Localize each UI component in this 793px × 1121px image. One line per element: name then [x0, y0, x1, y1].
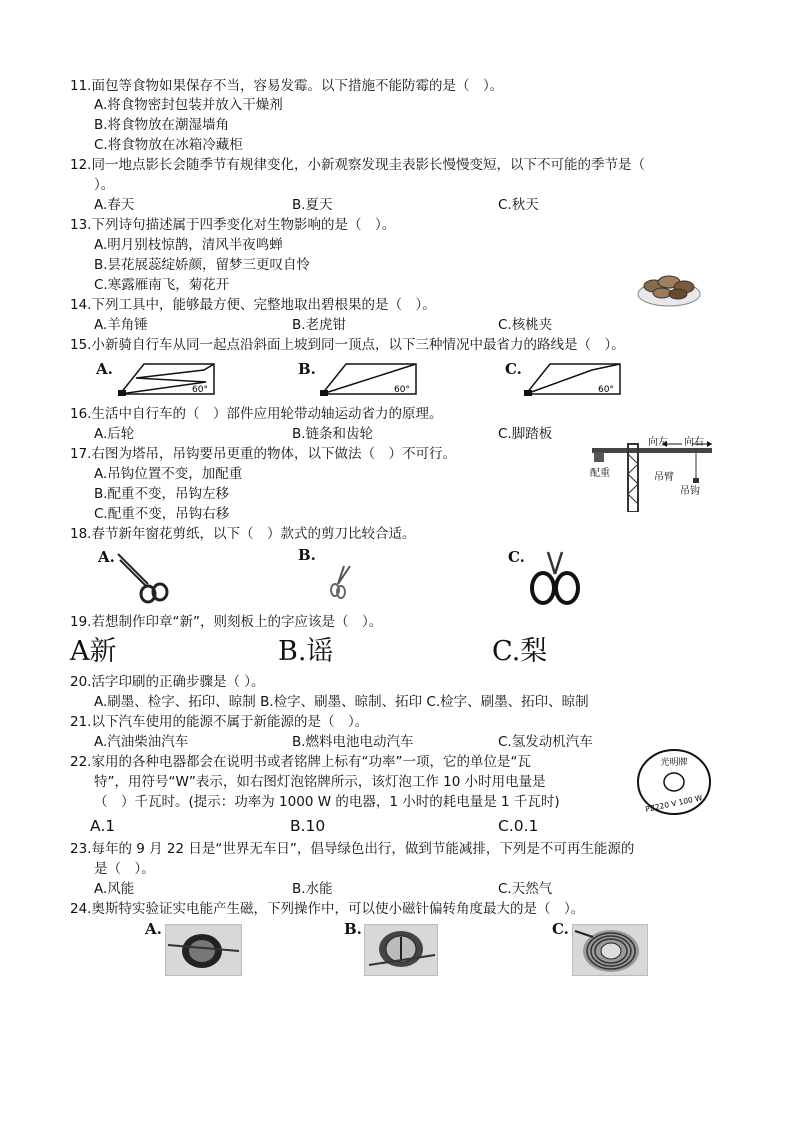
q16-stem: 16.生活中自行车的（ ）部件应用轮带动轴运动省力的原理。: [70, 406, 443, 422]
q18-label-c: C.: [508, 548, 525, 566]
q17-option-a: A.吊钩位置不变，加配重: [94, 466, 243, 482]
q23-stem: 23.每年的 9 月 22 日是“世界无车日”，倡导绿色出行，做到节能减排，下列是不可再生能源的: [70, 841, 635, 857]
q14-option-c: C.核桃夹: [498, 317, 553, 333]
q15-label-c: C.: [505, 360, 522, 378]
q22-option-a: A.1: [90, 817, 116, 835]
scissors-b-icon: [326, 564, 354, 600]
q14-option-b: B.老虎钳: [292, 317, 347, 333]
crane-label-jib: 吊臂: [654, 472, 674, 483]
q18-stem: 18.春节新年窗花剪纸，以下（ ）款式的剪刀比较合适。: [70, 526, 416, 542]
q24-photo-c: [572, 924, 648, 976]
q15-angle-a: 60°: [192, 385, 208, 395]
q13-option-b: B.昙花展蕊绽娇颜，留梦三更叹自怜: [94, 257, 311, 273]
q16-option-c: C.脚踏板: [498, 426, 553, 442]
q24-label-b: B.: [344, 920, 362, 938]
q12-stem-cont: ）。: [94, 177, 115, 193]
q13-option-c: C.寒露雁南飞，菊花开: [94, 277, 230, 293]
q12-option-c: C.秋天: [498, 197, 539, 213]
q23-option-b: B.水能: [292, 881, 333, 897]
q21-option-c: C.氢发动机汽车: [498, 734, 593, 750]
q21-option-a: A.汽油柴油汽车: [94, 734, 189, 750]
q14-option-a: A.羊角锤: [94, 317, 148, 333]
q15-figure-a: [116, 360, 218, 398]
q16-option-b: B.链条和齿轮: [292, 426, 374, 442]
q12-option-b: B.夏天: [292, 197, 333, 213]
q13-stem: 13.下列诗句描述属于四季变化对生物影响的是（ ）。: [70, 217, 396, 233]
q18-label-a: A.: [98, 548, 115, 566]
q24-photo-a: [165, 924, 242, 976]
q21-stem: 21.以下汽车使用的能源不属于新能源的是（ ）。: [70, 714, 369, 730]
scissors-a-icon: [116, 552, 170, 604]
q17-option-b: B.配重不变，吊钩左移: [94, 486, 230, 502]
q24-label-a: A.: [145, 920, 162, 938]
q15-angle-b: 60°: [394, 385, 410, 395]
scissors-c-icon: [526, 550, 584, 606]
crane-label-right: 向右: [684, 437, 704, 448]
q15-label-b: B.: [298, 360, 316, 378]
q19-option-c: C.梨: [492, 636, 548, 667]
q15-figure-b: [318, 360, 420, 398]
q13-option-a: A.明月别枝惊鹊，清风半夜鸣蝉: [94, 237, 283, 253]
q23-option-c: C.天然气: [498, 881, 553, 897]
q18-label-b: B.: [298, 546, 316, 564]
q15-stem: 15.小新骑自行车从同一起点沿斜面上坡到同一顶点，以下三种情况中最省力的路线是（ ）。: [70, 337, 625, 353]
q16-option-a: A.后轮: [94, 426, 135, 442]
crane-label-counterweight: 配重: [590, 468, 610, 479]
crane-label-left: 向左: [648, 437, 668, 448]
q23-stem-cont: 是（ ）。: [94, 861, 155, 877]
q22-line3: （ ）千瓦时。(提示：功率为 1000 W 的电器，1 小时的耗电量是 1 千瓦时): [94, 794, 560, 810]
q24-stem: 24.奥斯特实验证实电能产生磁，下列操作中，可以使小磁针偏转角度最大的是（ ）。: [70, 901, 585, 917]
crane-label-hook: 吊钩: [680, 486, 700, 497]
q24-label-c: C.: [552, 920, 569, 938]
q15-angle-c: 60°: [598, 385, 614, 395]
q15-figure-c: [522, 360, 624, 398]
badge-brand: 光明牌: [660, 758, 688, 768]
q22-line1: 22.家用的各种电器都会在说明书或者铭牌上标有“功率”一项，它的单位是“瓦: [70, 754, 531, 770]
q22-option-c: C.0.1: [498, 817, 539, 835]
q24-photo-b: [364, 924, 438, 976]
q20-options: A.刷墨、检字、拓印、晾制 B.检字、刷墨、晾制、拓印 C.检字、刷墨、拓印、晾制: [94, 694, 589, 710]
q15-label-a: A.: [96, 360, 113, 378]
q17-option-c: C.配重不变，吊钩右移: [94, 506, 230, 522]
q19-stem: 19.若想制作印章“新”，则刻板上的字应该是（ ）。: [70, 614, 383, 630]
q23-option-a: A.风能: [94, 881, 135, 897]
q11-option-c: C.将食物放在冰箱冷藏柜: [94, 137, 243, 153]
q19-option-a: A新: [70, 636, 117, 667]
q20-stem: 20.活字印刷的正确步骤是（ ）。: [70, 674, 265, 690]
q19-option-b: B.谣: [278, 636, 334, 667]
q17-stem: 17.右图为塔吊，吊钩要吊更重的物体，以下做法（ ）不可行。: [70, 446, 456, 462]
q21-option-b: B.燃料电池电动汽车: [292, 734, 414, 750]
q11-stem: 11.面包等食物如果保存不当，容易发霉。以下措施不能防霉的是（ ）。: [70, 78, 504, 94]
q14-stem: 14.下列工具中，能够最方便、完整地取出碧根果的是（ ）。: [70, 297, 436, 313]
q22-option-b: B.10: [290, 817, 326, 835]
pecan-bowl-image: [636, 266, 702, 308]
q11-option-b: B.将食物放在潮湿墙角: [94, 117, 230, 133]
q12-stem: 12.同一地点影长会随季节有规律变化，小新观察发现圭表影长慢慢变短，以下不可能的季节是（: [70, 157, 645, 173]
q12-option-a: A.春天: [94, 197, 135, 213]
q11-option-a: A.将食物密封包装并放入干燥剂: [94, 97, 283, 113]
bulb-nameplate-badge: [636, 748, 712, 816]
q22-line2: 特”，用符号“W”表示，如右图灯泡铭牌所示，该灯泡工作 10 小时用电量是: [94, 774, 546, 790]
badge-rating: PZ220 V 100 W: [644, 793, 704, 814]
